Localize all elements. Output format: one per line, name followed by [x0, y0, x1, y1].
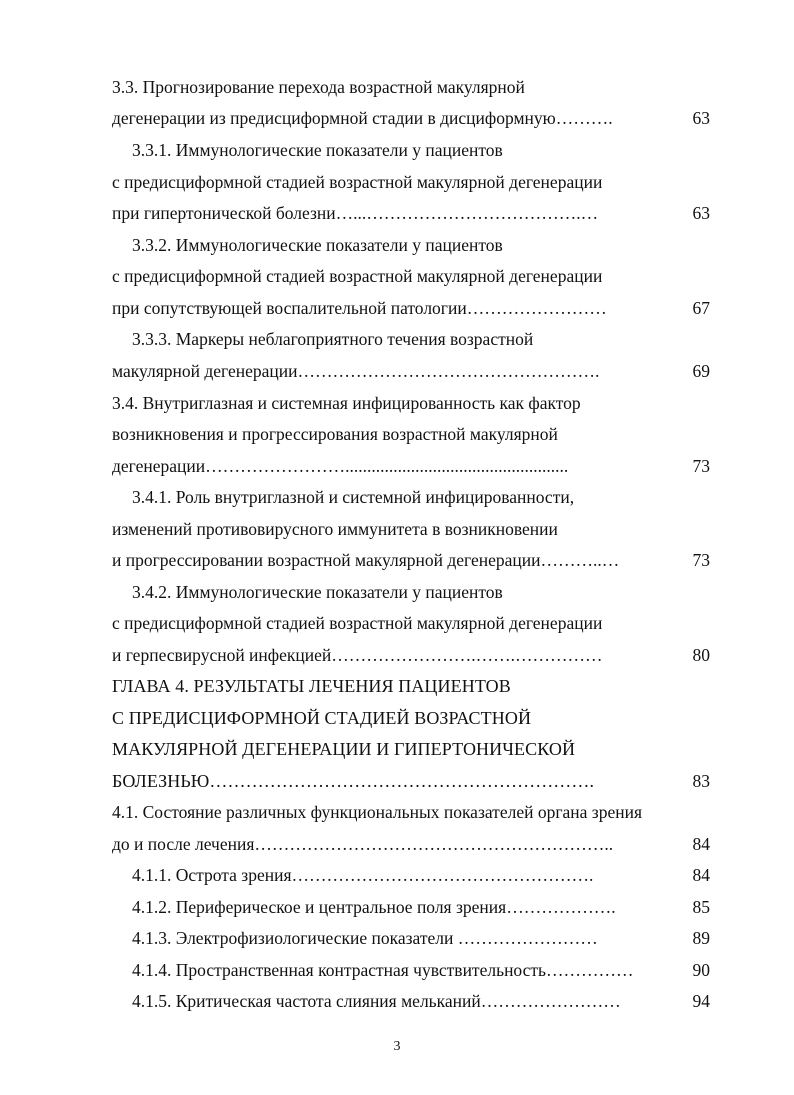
toc-page-number: 80	[692, 645, 710, 665]
toc-line: 4.1. Состояние различных функциональных показателей органа зрения	[112, 802, 642, 822]
toc-line: и прогрессировании возрастной макулярной дегенерации………..…	[112, 550, 620, 570]
toc-chapter-heading: БОЛЕЗНЬЮ……………………………………………………….	[112, 771, 595, 791]
toc-line: с предисциформной стадией возрастной макулярной дегенерации	[112, 266, 603, 286]
toc-line: возникновения и прогрессирования возрастной макулярной	[112, 424, 558, 444]
toc-page-number: 89	[692, 928, 710, 948]
toc-line: 3.4. Внутриглазная и системная инфицированность как фактор	[112, 393, 581, 413]
toc-line: и герпесвирусной инфекцией…………………….…….……………	[112, 645, 603, 665]
toc-line: 4.1.1. Острота зрения…………………………………………….	[132, 865, 594, 885]
toc-line: 3.3.3. Маркеры неблагоприятного течения возрастной	[132, 329, 534, 349]
toc-line: 4.1.5. Критическая частота слияния мельканий……………………	[132, 991, 621, 1011]
toc-page-number: 94	[692, 991, 710, 1011]
toc-line: с предисциформной стадией возрастной макулярной дегенерации	[112, 613, 603, 633]
toc-line: изменений противовирусного иммунитета в возникновении	[112, 519, 558, 539]
toc-page-number: 69	[692, 361, 710, 381]
toc-page-number: 63	[692, 203, 710, 223]
toc-line: 3.3. Прогнозирование перехода возрастной макулярной	[112, 77, 525, 97]
toc-page-number: 84	[692, 834, 710, 854]
toc-line: 3.4.1. Роль внутриглазной и системной инфицированности,	[132, 487, 575, 507]
toc-chapter-heading: С ПРЕДИСЦИФОРМНОЙ СТАДИЕЙ ВОЗРАСТНОЙ	[112, 708, 532, 728]
toc-line: 4.1.3. Электрофизиологические показатели ……………………	[132, 928, 598, 948]
toc-line: 4.1.2. Периферическое и центральное поля зрения……………….	[132, 897, 616, 917]
toc-chapter-heading: ГЛАВА 4. РЕЗУЛЬТАТЫ ЛЕЧЕНИЯ ПАЦИЕНТОВ	[112, 676, 511, 696]
toc-line: дегенерации из предисциформной стадии в дисциформную……….	[112, 108, 613, 128]
toc-line: 3.3.1. Иммунологические показатели у пациентов	[132, 140, 503, 160]
toc-line: 3.3.2. Иммунологические показатели у пациентов	[132, 235, 503, 255]
toc-line: при гипертонической болезни…...……………………………….…	[112, 203, 599, 223]
toc-page-number: 67	[692, 298, 710, 318]
toc-line: 3.4.2. Иммунологические показатели у пациентов	[132, 582, 503, 602]
toc-line: при сопутствующей воспалительной патологии……………………	[112, 298, 607, 318]
toc-page-number: 85	[692, 897, 710, 917]
toc-line: до и после лечения……………………………………………………..	[112, 834, 614, 854]
toc-line: 4.1.4. Пространственная контрастная чувствительность……………	[132, 960, 634, 980]
toc-chapter-heading: МАКУЛЯРНОЙ ДЕГЕНЕРАЦИИ И ГИПЕРТОНИЧЕСКОЙ	[112, 739, 576, 759]
toc-line: с предисциформной стадией возрастной макулярной дегенерации	[112, 172, 603, 192]
toc-page-number: 63	[692, 108, 710, 128]
toc-page-number: 90	[692, 960, 710, 980]
toc-line: макулярной дегенерации…………………………………………….	[112, 361, 600, 381]
toc-page-number: 83	[692, 771, 710, 791]
footer-page-number: 3	[393, 1039, 401, 1054]
toc-line: дегенерации……………………...................................................	[112, 456, 569, 476]
toc-page-number: 73	[692, 550, 710, 570]
toc-page-number: 73	[692, 456, 710, 476]
toc-page-number: 84	[692, 865, 710, 885]
